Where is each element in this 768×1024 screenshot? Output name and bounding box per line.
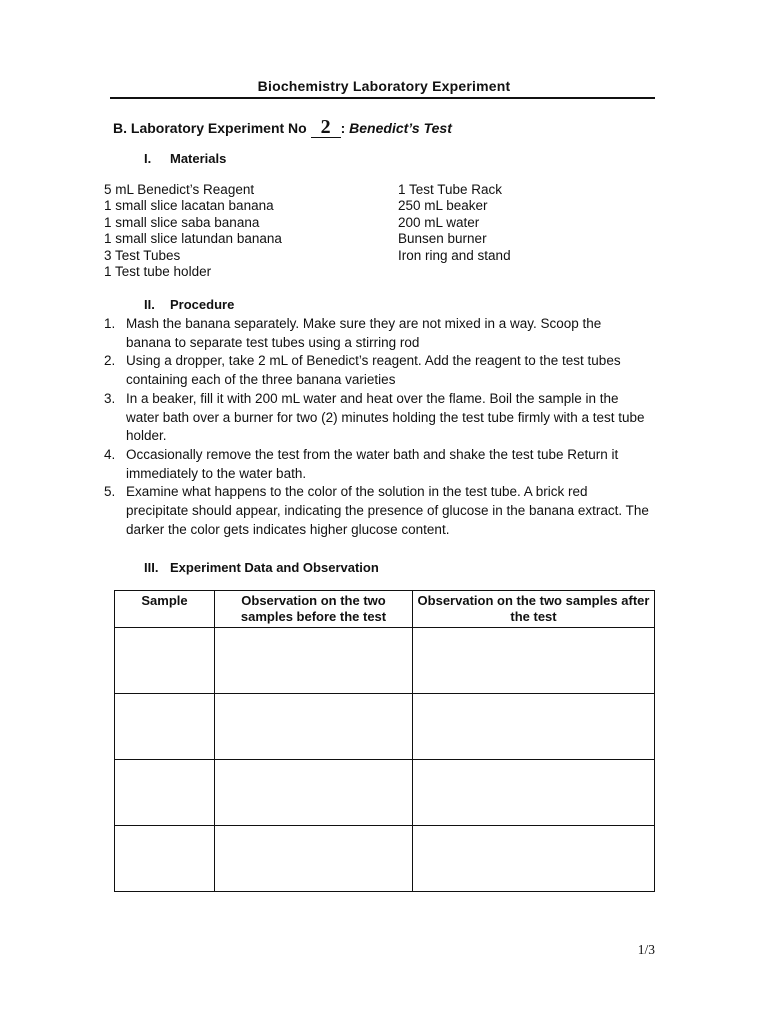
table-cell[interactable] <box>413 826 655 892</box>
data-section-heading-number: III. <box>144 560 159 575</box>
materials-heading-number: I. <box>144 151 152 166</box>
table-cell[interactable] <box>215 826 413 892</box>
procedure-step-text: Occasionally remove the test from the water bath and shake the test tube Return it immediately to the water bath. <box>126 446 619 481</box>
materials-heading <box>144 151 226 166</box>
material-item: Iron ring and stand <box>398 247 511 263</box>
experiment-name: Benedict’s Test <box>349 120 452 136</box>
table-cell[interactable] <box>413 628 655 694</box>
materials-heading-label: Materials <box>170 151 227 166</box>
materials-list-left <box>104 182 282 280</box>
experiment-prefix: B. Laboratory Experiment No <box>113 120 311 136</box>
procedure-heading <box>144 297 234 312</box>
table-cell[interactable] <box>215 694 413 760</box>
material-item: 1 small slice lacatan banana <box>104 198 274 214</box>
procedure-step <box>104 390 649 446</box>
data-section-heading <box>144 560 379 575</box>
table-cell[interactable] <box>115 760 215 826</box>
column-header-after: Observation on the two samples after the test <box>413 591 655 628</box>
experiment-heading <box>113 116 452 139</box>
procedure-heading-number: II. <box>144 297 155 312</box>
procedure-step-text: Examine what happens to the color of the solution in the test tube. A brick red precipitate should appear, indicating the presence of glucose in the banana extract. The darker the color gets indicates higher glucose content. <box>126 484 649 537</box>
table-cell[interactable] <box>115 826 215 892</box>
experiment-separator: : <box>340 120 350 136</box>
material-item: 1 small slice saba banana <box>104 214 260 230</box>
table-cell[interactable] <box>115 694 215 760</box>
materials-list-right <box>398 182 511 264</box>
material-item: 1 small slice latundan banana <box>104 231 282 247</box>
experiment-number: 2 <box>311 116 341 139</box>
procedure-step-number: 3. <box>104 390 116 406</box>
data-section-heading-label: Experiment Data and Observation <box>170 560 379 575</box>
procedure-step <box>104 352 649 389</box>
procedure-step <box>104 446 649 483</box>
procedure-step-number: 1. <box>104 316 116 331</box>
procedure-step <box>104 315 649 352</box>
procedure-step-number: 5. <box>104 484 116 500</box>
procedure-step-number: 2. <box>104 353 116 369</box>
table-cell[interactable] <box>215 760 413 826</box>
procedure-step <box>104 483 649 539</box>
procedure-heading-label: Procedure <box>170 297 235 312</box>
material-item: 250 mL beaker <box>398 198 488 214</box>
table-cell[interactable] <box>413 760 655 826</box>
header-divider <box>110 97 655 99</box>
material-item: 1 Test Tube Rack <box>398 182 503 197</box>
material-item: 1 Test tube holder <box>104 264 212 280</box>
material-item: 3 Test Tubes <box>104 247 181 263</box>
procedure-step-text: In a beaker, fill it with 200 mL water and heat over the flame. Boil the sample in the water bath over a burner for two (2) minutes holding the test tube firmly with a test tube holder. <box>126 390 645 444</box>
table-cell[interactable] <box>115 628 215 694</box>
table-row <box>115 628 655 694</box>
material-item: 5 mL Benedict’s Reagent <box>104 182 255 197</box>
procedure-step-text: Using a dropper, take 2 mL of Benedict’s reagent. Add the reagent to the test tubes containing each of the three banana varieties <box>126 353 621 388</box>
table-row <box>115 760 655 826</box>
table-row <box>115 826 655 892</box>
table-row <box>115 694 655 760</box>
observation-table <box>114 590 655 892</box>
table-header-row <box>115 591 655 628</box>
material-item: Bunsen burner <box>398 231 487 247</box>
table-cell[interactable] <box>413 694 655 760</box>
column-header-sample: Sample <box>115 591 215 628</box>
table-cell[interactable] <box>215 628 413 694</box>
material-item: 200 mL water <box>398 214 480 230</box>
document-title: Biochemistry Laboratory Experiment <box>257 78 511 94</box>
procedure-step-number: 4. <box>104 446 116 462</box>
procedure-list <box>104 315 649 539</box>
procedure-step-text: Mash the banana separately. Make sure they are not mixed in a way. Scoop the banana to separate test tubes using a stirring rod <box>126 316 602 350</box>
column-header-before: Observation on the two samples before the test <box>215 591 413 628</box>
page-number: 1/3 <box>637 942 655 957</box>
